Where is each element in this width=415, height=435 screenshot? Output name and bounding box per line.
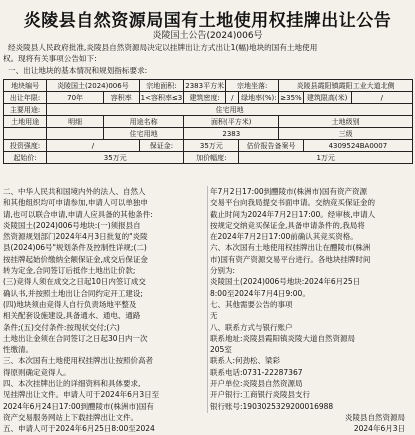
text-line: 六、本次国有土地使用权挂牌出让在醴陵市(株洲: [210, 243, 371, 253]
table-cell: 70年: [47, 92, 104, 104]
table-cell: ≥35%: [280, 93, 302, 102]
text-line: 相关配套设施建设,具备通水、通电、通路: [3, 311, 141, 321]
text-line: 县(2024)06号"规划条件及控制性详规;(二): [3, 243, 147, 253]
table-row: [4, 116, 413, 128]
table-cell: 炎陵县霞阳镇霞阳工业大道北侧: [279, 80, 413, 92]
text-line: 市)国有资产资源交易平台进行。各地块挂牌时间: [210, 254, 371, 264]
text-line: 转为定金,合同签订后抵作土地出让价款;: [3, 266, 136, 276]
text-line: 交易平台向我局提交书面申请。交纳竞买保证金的: [210, 198, 375, 208]
table-cell: 地块编号: [4, 80, 47, 92]
text-line: (四)地块须由竞得人自行负责场地平整及: [3, 299, 137, 309]
column-divider: [207, 186, 208, 413]
text-line: 八、联系方式与银行账户: [210, 322, 293, 332]
text-line: 性缴清。: [3, 345, 33, 355]
text-line: 二、中华人民共和国境内外的法人、自然人: [3, 187, 146, 196]
text-line: 炎陵国土(2024)006号地块:2024年6月25日: [210, 277, 361, 287]
text-line: 请,也可以联合申请,申请人应具备的其他条件:: [3, 209, 153, 219]
text-line: 在2024年7月2日17:00前确认其竞买资格。: [210, 232, 358, 242]
table-cell: 主要用途:: [4, 104, 47, 116]
text-line: 确认书,并按照土地出让合同约定开工建设;: [3, 288, 143, 298]
text-line: 按规定交纳竞买保证金,具备申请条件的,我局将: [210, 220, 365, 230]
text-line: 开户单位:炎陵县自然资源局: [210, 379, 303, 389]
text-line: 和其他组织均可申请参加,申请人可以单独申: [3, 198, 148, 208]
table-cell: 投资强度:: [4, 140, 47, 152]
text-line: 条件;(五)交付条件:按现状交付;(六): [3, 322, 120, 332]
table-cell: 用途名称: [103, 116, 183, 128]
text-line: 资产交易服务网站上下载挂牌出让文件。: [3, 412, 138, 422]
table-cell: 绿地率(%):: [239, 92, 279, 104]
text-line: 然资源规划部门2024年4月3日批复的"炎陵: [3, 232, 148, 242]
table-cell: 加价幅度:: [184, 152, 239, 164]
text-line: 无: [210, 311, 218, 321]
text-line: 8:00至2024年7月4日9:00。: [210, 288, 310, 298]
table-cell: 35万元: [184, 140, 239, 152]
table-cell: 35万元: [47, 152, 184, 164]
text-line: 联系人:何劲松、梁彩: [210, 356, 281, 366]
table-cell: 建筑限高(米): [303, 92, 351, 104]
parcel-info-table: [3, 79, 413, 164]
table-cell: 1万元: [239, 152, 413, 164]
table-cell: 面积(平方米): [184, 116, 279, 128]
table-cell: 估价报告备案号: [239, 140, 303, 152]
table-cell: 宗地坐落:: [226, 80, 279, 92]
table-cell: 1<容积率≤3: [140, 93, 183, 102]
table-row: [4, 152, 413, 164]
table-cell: /: [351, 92, 412, 104]
intro-line-3: 一、出让地块的基本情况和规划指标要求:: [8, 66, 148, 75]
text-line: 205室: [210, 345, 232, 355]
text-line: 按挂牌起始价缴纳全额保证金,成交后保证金: [3, 254, 148, 264]
table-cell: 保证金:: [139, 140, 184, 152]
issue-date: 2024年6月3日: [353, 424, 405, 434]
table-cell: 住宅用地: [47, 104, 413, 116]
notice-subtitle: 炎陵国土公告(2024)006号: [152, 31, 263, 41]
text-line: (三)竞得人须在成交之日起10日内签订成交: [3, 277, 146, 287]
intro-line-2: 权。现将有关事项公告如下:: [3, 54, 97, 63]
table-cell: 炎陵国土(2024)006号: [47, 80, 139, 92]
table-cell: 4309524BA0007: [303, 140, 412, 152]
text-line: 三、本次国有土地使用权挂牌出让按照价高者: [3, 356, 153, 366]
table-cell: 起始价:: [4, 152, 47, 164]
text-line: 五、申请人可于2024年6月25日8:00至2024: [3, 424, 155, 434]
text-line: 联系地址:炎陵县霞阳镇炎陵大道自然资源局: [210, 333, 356, 343]
table-cell: 2383: [184, 128, 279, 140]
table-cell: 容积率: [103, 92, 139, 104]
text-line: 分别为:: [210, 266, 236, 276]
table-cell: /: [47, 140, 139, 152]
table-cell: 2383平方米: [185, 81, 225, 90]
left-column: [3, 186, 206, 435]
table-cell: 土地用途: [4, 116, 47, 128]
table-cell: /: [226, 92, 239, 104]
table-cell: 住宅用地: [103, 128, 183, 140]
table-cell: 土地级别: [279, 116, 413, 128]
text-line: 炎陵国土(2024)006号地块:(一)须报县自: [3, 220, 141, 230]
text-line: 银行账号:1903025329200016988: [210, 401, 334, 411]
table-cell: 建筑密度:: [184, 92, 226, 104]
table-row: [4, 104, 413, 116]
table-cell: 明细: [47, 116, 104, 128]
table-cell: [47, 128, 104, 140]
issuer-signature: 炎陵县自然资源局: [345, 412, 405, 422]
text-line: 联系电话:0731-22287367: [210, 367, 303, 377]
table-cell: 宗地面积:: [139, 80, 184, 92]
text-line: 开户银行:工商银行炎陵县支行: [210, 390, 311, 400]
table-cell: 三级: [279, 128, 413, 140]
text-line: 2024年6月24日17:00到醴陵市(株洲市)国有: [3, 401, 154, 411]
text-line: 土地出让金须在合同签订之日起30日内一次: [3, 333, 148, 343]
text-line: 七、其他需要公告的事项: [210, 299, 293, 309]
table-row: [4, 80, 413, 92]
table-row: [4, 140, 413, 152]
notice-title: 炎陵县自然资源局国有土地使用权挂牌出让公告: [23, 11, 392, 31]
table-row: [4, 128, 413, 140]
text-line: 得原则确定竞得人。: [3, 367, 71, 377]
table-cell: [4, 128, 47, 140]
right-column: [210, 186, 413, 435]
table-row: [4, 92, 413, 104]
table-cell: 出让年限:: [4, 92, 47, 104]
text-line: 四、本次挂牌出让的详细资料和具体要求,: [3, 379, 141, 389]
text-line: 见挂牌出让文件。申请人可于2024年6月3日至: [3, 390, 160, 400]
text-line: 年7月2日17:00到醴陵市(株洲市)国有资产资源: [210, 187, 368, 196]
text-line: 截止时间为2024年7月2日17:00。经审核,申请人: [210, 209, 376, 219]
intro-line-1: 经炎陵县人民政府批准,炎陵县自然资源局决定以挂牌出让方式出让1(幅)地块的国有土地使用: [8, 43, 318, 52]
